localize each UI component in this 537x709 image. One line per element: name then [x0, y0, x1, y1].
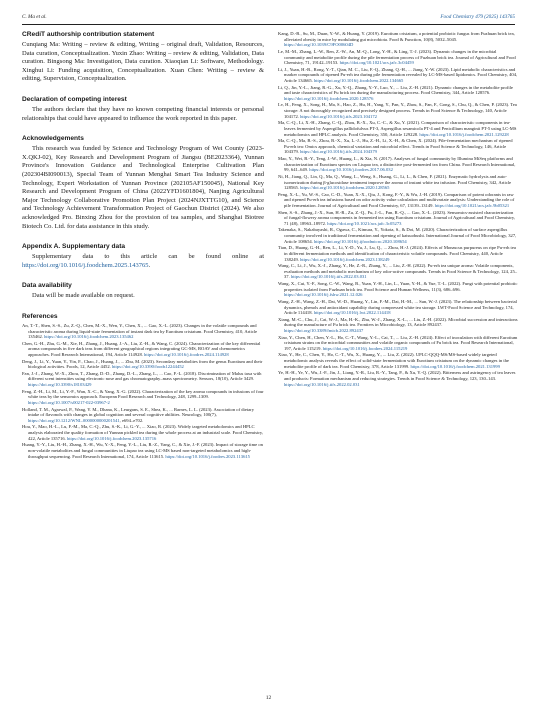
appendix-text [22, 253, 264, 270]
reference-item [278, 102, 518, 119]
reference-item [278, 138, 518, 155]
reference-text: Mao, Y., Wei, B.-Y., Teng, J.-W., Huang, L., & Xia, N. (2017). Analyses of fungal community by Illumina MiSeq platforms and characterization of Eurotium species on Liupao tea, a distinctive post-fermented tea from China. Food Research International, 99, 641–649. [278, 156, 516, 173]
reference-text: Deng, J., Li, Y., Yuan, Y., Yin, F., Chao, J., Huang, J., ... Zhu, M. (2023). Secondary metabolites from the genus Eurotium and their biological activities. Foods, 12, Article 4452. [22, 358, 263, 370]
acknowledgements-text: This research was funded by Science and Technology Program of Wei County (2023-X.QKJ-02), Key Research and Development Program of Jiangsu (BE2023364), Yunnan Province's Innovation Guidance and Technological Enterprise Cultivation Plan (202304BI090013), Special Team of Yunnan Menghai Smart Tea Industry Science and Technology, Expert Workstation of Yunnan Province (202105AF150045), National Key Research and Development Program of China (2022YFD1601804), Nanjing Agricultural Major Technology Collaborative Promotion Plan Project (2024NJXTTG10), and Science and Technology Achievement Transformation Project of Gaochun District (2024). We also acknowledged Pro. Binxing Zhou for the provision of tea samples, and Shanghai Biotree Biotech Co. Ltd. for data assistance in this study. [22, 145, 264, 230]
references-heading: References [22, 312, 58, 320]
reference-item [22, 371, 264, 388]
reference-doi-link[interactable]: https://doi.org/10.1016/j.foodres.2023.113615 [165, 453, 250, 459]
references-section [22, 313, 264, 459]
data-availability-section [22, 282, 264, 301]
reference-doi-link[interactable]: https://doi.org/10.1021/acs.jafc.3c04459 [339, 60, 414, 66]
reference-item [22, 389, 264, 406]
reference-item [278, 299, 518, 316]
reference-item [22, 341, 264, 358]
reference-text: Hou, Y., Mao, H.-L., Lu, F.-M., Ma, C.-Q., Zhu, S.-K., Li, G.-Y., ... Xiao, R. (2023). Widely targeted metabolomics and HPLC analysis elaborated the quality formation of Yunnan pickled tea during the whole process at an industrial scale. Food Chemistry, 422, Article 135716. [22, 424, 264, 441]
reference-doi-link[interactable]: https://doi.org/10.3390/foods12244452 [111, 364, 184, 370]
reference-text: Xiao, Y., He, C., Chen, Y., Ho, C.-T., Wu, X., Huang, Y., ... Liu, Z. (2022). UPLC-QQQ-MS/MS-based widely targeted metabolomic analysis reveals the effect of solid-state fermentation with Eurotium cristatum on the dynamic changes in the metabolite profile of dark tea. Food Chemistry, 378, Article 131999. [278, 352, 509, 369]
reference-text-end: , e694–e702. [119, 417, 144, 423]
reference-text: Le, M.-M., Zhang, L.-W., Ren, Z.-W., An, M.-Q., Long, Y.-H., & Ling, T.-J. (2023). Dynamic changes in the microbial community and metabolite profile during the pile fermentation process of Fuzhuan brick tea. Journal of Agricultural and Food Chemistry, 71, 19142–19153. [278, 48, 516, 66]
reference-text: Ni, H., Jiang, Q., Lin, Q., Ma, Q., Wang, L., Weng, S., Huang, G., Li, L., & Chen, F. (2021). Enzymatic hydrolysis and auto-isomerization during β-glucosidase treatment improve the aroma of instant white tea infusion. Food Chemistry, 342, Article 128565. [278, 173, 512, 191]
data-availability-heading: Data availability [22, 282, 72, 290]
reference-doi-link[interactable]: https://doi.org/10.1016/j.foodres.2017.06.032 [309, 167, 393, 173]
reference-doi-link[interactable]: https://doi.org/10.1016/j.fshw.2021.12.026 [284, 292, 363, 298]
reference-text: Ye, H.-H., Ye, Y., Wu, J.-F., Jin, J., Liang, Y.-R., Liu, R.-Y., Tang, P., & Xu, Y.-Q. (2022). Bitterness and astringency of tea leaves and products: Formation mechanism and reducing strategies. Trends in Food Science & Technology, 123, 130–143. [278, 370, 516, 381]
acknowledgements-section [22, 135, 264, 231]
header-journal-link[interactable]: Food Chemistry 479 (2025) 143765 [440, 14, 515, 20]
reference-doi-link[interactable]: https://doi.org/10.1016/j.tifs.2024.104379 [300, 149, 377, 155]
reference-item [278, 49, 518, 66]
appendix-section [22, 243, 264, 270]
reference-item [22, 407, 264, 424]
reference-text: Li, J., Yuan, H.-B., Rong, Y.-T., Qian, M. C., Liu, F.-Q., Zhang, Q.-H., ... Jiang, Y.-W. (2023). Lipid metabolic characteristics and marker compounds of ripened Pu-erh tea during pile fermentation revealed by LC-MS-based lipidomics. Food Chemistry, 404, Article 134665. [278, 66, 518, 84]
reference-item [278, 317, 518, 334]
right-column [278, 31, 518, 696]
reference-text: Holland, T. M., Agarwal, P., Wang, Y. M., Dhana, K., Leurgans, S. E., Shea, K., ... Barnes, L. L. (2023). Association of dietary intake of flavonols with changes in global cognition and several cognitive abilities. Neurology, 100(7), [22, 406, 255, 418]
reference-text: Fan, J.-J., Zhang, W.-X., Zhou, T., Zhang, D.-D., Zhang, D.-L., Zhang, L., ... Cao, F.-L. (2018). Discrimination of Malus taxa with different scent intensities using electronic nose and gas chromatography–mass spectrometry. Sensors, 18(10), Article 3429. [22, 370, 262, 382]
reference-item [278, 210, 518, 227]
reference-doi-link[interactable]: https://doi.org/10.1016/j.foodchem.2021.129228 [419, 131, 509, 137]
reference-item [278, 85, 518, 102]
reference-doi-link[interactable]: https://doi.org/10.1016/j.foodchem.2023.135716 [66, 435, 157, 441]
reference-text: Kang, D.-B., Su, M., Duan, Y.-W., & Huang, Y. (2019). Eurotium cristatum, a potential probiotic fungus from Fuzhuan brick tea, alleviated obesity in mice by modulating gut microbiota. Food & Function, 10(8), 5032–5045. [278, 31, 515, 42]
reference-doi-link[interactable]: https://doi.org/10.1016/j.foodchem.2022.134665 [313, 78, 404, 84]
reference-doi-link[interactable]: https://doi.org/10.1039/C9FO00604D [284, 42, 354, 48]
reference-item [22, 323, 264, 340]
credit-heading: CRediT authorship contribution statement [22, 31, 155, 38]
reference-doi-link[interactable]: https://doi.org/10.3389/fmicb.2022.892437 [284, 328, 364, 334]
reference-doi-link[interactable]: https://doi.org/10.1016/j.foodchem.2021.131999 [410, 363, 500, 369]
reference-item [278, 31, 518, 48]
competing-interest-text: The authors declare that they have no known competing financial interests or personal relationships that could have appeared to influence the work reported in this paper. [22, 105, 264, 122]
reference-item [278, 174, 518, 191]
reference-text: Wang, C., Li, J., Wu, X.-J., Zhang, Y., He, Z.-R., Zhang, Y., ... Liu, Z.-H. (2022). Pu-erh tea unique aroma: Volatile components, evaluation methods and metabolic mechanism of key odor-active compounds. Trends in Food Science & Technology, 124, 25–37. [278, 263, 518, 280]
reference-doi-link[interactable]: https://doi.org/10.1212/WNL.0000000000201541 [28, 417, 120, 423]
reference-text: Xiang, M.-C., Chu, J., Cai, W.-J., Ma, H.-K., Zhu, W.-J., Zhang, X.-L., ... Liu, Z.-H. (2022). Microbial succession and interactions during the manufacture of Fu brick tea. Frontiers in Microbiology, 13, Article 892437. [278, 316, 518, 328]
reference-text: Takenaka, S., Nakabayashi, R., Ogawa, C., Kimura, Y., Yokota, S., & Doi, M. (2020). Characterization of surface aspergillus community involved in traditional fermentation and ripening of katsuobushi. International Journal of Food Microbiology, 327, Article 108654. [278, 227, 517, 244]
reference-text: Lv, H., Feng, X., Song, H., Ma, S., Hao, Z., Hu, H., Yang, Y., Pan, Y., Zhou, S., Fan, F., Gong, S., Chu, Q., & Chen, P. (2023). Tea storage: A not thoroughly recognized and precisely designed process. Trends in Food Science & Technology, 140, Article 104172. [278, 102, 517, 119]
reference-item [278, 263, 518, 280]
reference-text: Chen, G.-H., Zhu, G.-M., Xie, H., Zhang, J., Huang, J.-A., Liu, Z.-H., & Wang, C. (2024). Characterization of the key differential aroma compounds in five dark teas from different geographical regions integrating GC-MS, ROAV and chemometrics approaches. Food Research International, 194, Article 114928. [22, 340, 261, 358]
reference-doi-link[interactable]: https://doi.org/10.1016/j.foodchem.2023.135462 [44, 334, 134, 340]
reference-text: Ma, C.-Q., Li, X.-H., Zhang, C.-Q., Zhou, B.-X., Xu, C.-C., & Xu, Y. (2021). Comparison of characteristic components in tea-leaves fermented by Aspergillus pallidofulvus PT-3, Aspergillus sesamicola PT-4 and Penicillium manginii PT-5 using LC-MS metabolomics and HPLC analysis. Food Chemistry, 350, Article 129228. [278, 120, 517, 137]
reference-item [278, 281, 518, 298]
reference-item [278, 370, 518, 387]
reference-doi-link[interactable]: https://doi.org/10.1016/j.foodres.2024.114928 [144, 352, 229, 358]
reference-text: Wang, Z.-H., Wang, Z.-H., Dai, W.-D., Huang, Y., Lin, F.-M., Dai, H.-M., ... Sun, W.-J. (2023). The relationship between bacterial dynamics, phenols and antioxidant capability during compressed white tea storage. LWT-Food Science and Technology, 174, Article 114418. [278, 298, 517, 316]
reference-doi-link[interactable]: https://doi.org/10.1016/j.tifs.2022.02.031 [284, 381, 360, 387]
reference-item [278, 335, 518, 352]
reference-text: Shen, S.-S., Zhang, J.-X., Sun, H.-R., Zu, Z.-Q., Fu, J.-L., Fan, R.-Q., ... Gao, X.-L. (2023). Sensomics-assisted characterization of fungal-flowery aroma components in fermented tea using Eurotium cristatum. Journal of Agricultural and Food Chemistry, 71 (48), 18963–18972. [278, 209, 515, 226]
reference-item [278, 67, 518, 84]
reference-doi-link[interactable]: https://doi.org/10.1016/j.foodchem.2023.138249 [300, 256, 390, 262]
reference-doi-link[interactable]: https://doi.org/10.1021/acs.jafc.3c05273 [327, 220, 402, 226]
reference-doi-link[interactable]: https://doi.org/10.1016/j.foodchem.2020.128576 [284, 95, 374, 101]
references-list-left [22, 323, 264, 459]
reference-doi-link[interactable]: https://doi.org/10.1007/s00217-022-03967-2 [28, 399, 110, 405]
reference-text: Tian, D., Huang, G.-H., Ren, L., Li, Y.-D., Yu, J., Lu, Q., ... Zhou, H.-J. (2024). Effects of Monascus purpureus on ripe Pu-erh tea in different fermentation methods and identification of characteristic volatile compounds. Food Chemistry, 440, Article 138249. [278, 245, 516, 262]
reference-doi-link[interactable]: https://doi.org/10.1021/acs.jafc.9b05321 [434, 203, 510, 209]
competing-interest-section [22, 96, 264, 123]
references-list-right [278, 31, 518, 387]
data-availability-text: Data will be made available on request. [32, 292, 135, 300]
reference-text: An, T.-T., Shen, S.-S., Zu, Z.-Q., Chen, M.-X., Wen, Y., Chen, X., ... Gao, X.-L. (2023). Changes in the volatile compounds and characteristic aroma during liquid-state fermentation of instant dark tea by Eurotium cristatum. Food Chemistry, 410, Article 135462. [22, 322, 258, 340]
credit-text: Cunqiang Ma: Writing – review & editing, Writing – original draft, Validation, Resources, Data curation, Conceptualization. Yuxin Zhao: Writing – review & editing, Validation, Data curation. Bingsong Ma: Investigation, Data curation. Xiaoqian Li: Software, Methodology. Xinghui Li: Funding acquisition, Conceptualization. Xuan Chen: Writing – review & editing, Supervision, Conceptualization. [22, 41, 264, 83]
reference-doi-link[interactable]: https://doi.org/10.1016/j.tifs.2022.03.031 [290, 274, 367, 280]
reference-text: Xiao, Y., Chen, H., Chen, Y.-L., Ho, C.-T., Wang, Y.-L., Cai, T., ... Liu, Z.-H. (2024). Effect of inoculation with different Eurotium cristatum strains on the microbial communities and volatile organic compounds of Fu brick tea. Food Research International, 197, Article 115219. [278, 334, 518, 351]
running-header [22, 14, 515, 24]
reference-item [278, 245, 518, 262]
reference-doi-link[interactable]: https://doi.org/10.1016/j.tifs.2023.104172 [300, 113, 377, 119]
reference-text: Ma, C.-Q., Ma, B.-S., Zhou, B.-X., Xu, L.-J., Hu, Z.-H., Li, X.-H., & Chen, X. (2024). Pile-fermentation mechanism of ripened Pu-erh tea: Omics approach, chemical variation and microbial effect. Trends in Food Science & Technology, 146, Article 104379. [278, 138, 513, 155]
supplementary-data-link[interactable]: https://doi.org/10.1016/j.foodchem.2025.143765 [22, 261, 149, 269]
reference-doi-link[interactable]: https://doi.org/10.1016/j.ijfoodmicro.2020.108654 [313, 238, 407, 244]
reference-item [278, 192, 518, 209]
left-column [22, 31, 264, 691]
reference-doi-link[interactable]: https://doi.org/10.1016/j.foodchem.2020.128565 [300, 185, 390, 191]
reference-item [22, 359, 264, 370]
header-authors: C. Ma et al. [22, 14, 47, 20]
reference-text: Feng, Z.-H., Li, M., Li, Y.-F., Wan, X.-C., & Yang, X.-G. (2022). Characterization of the key aroma compounds in infusions of four white teas by the sensomics approach. European Food Research and Technology, 248, 1299–1309. [22, 388, 264, 400]
reference-item [278, 120, 518, 137]
appendix-text-body: Supplementary data to this article can be found online at [32, 253, 264, 261]
reference-item [278, 227, 518, 244]
appendix-heading: Appendix A. Supplementary data [22, 243, 126, 251]
reference-doi-link[interactable]: https://doi.org/10.1016/j.foodres.2024.115219 [322, 345, 408, 351]
reference-item [22, 442, 264, 459]
reference-item [22, 424, 264, 441]
reference-text: Peng, X.-L., Yu, W.-S., Cao, C.-D., Yuan, X.-X., Qiu, J., Kong, F.-Y., & Wu, J.-H. (2019). Comparison of potent odorants in raw and ripened Pu-erh tea infusions based on odor activity value calculation and multivariate analysis: Understanding the role of pile fermentation. Journal of Agricultural and Food Chemistry, 67, 13139–13149. [278, 191, 515, 209]
page-number: 12 [265, 695, 272, 701]
reference-item [278, 352, 518, 369]
credit-section [22, 31, 264, 84]
reference-text: Li, Q., Jin, Y.-L., Jiang, R.-G., Xu, Y.-Q., Zhang, Y.-Y., Luo, Y., ... Liu, Z.-H. (2021). Dynamic changes in the metabolite profile and taste characteristics of Fu brick tea during the manufacturing process. Food Chemistry, 344, Article 128576. [278, 84, 513, 96]
reference-doi-link[interactable]: https://doi.org/10.3390/s18103429 [28, 382, 92, 388]
acknowledgements-heading: Acknowledgements [22, 135, 84, 143]
competing-interest-heading: Declaration of competing interest [22, 95, 127, 103]
reference-text: Wang, X., Cui, Y.-F., Song, C.-W., Wang, B., Yuan, Y.-H., Lin, L., Yuan, Y.-H., & Yue, T.-L. (2022). Fungi with potential probiotic properties isolated from Fuzhuan brick tea. Food Science and Human Wellness, 11(3), 686–696. [278, 281, 518, 292]
reference-item [278, 156, 518, 173]
header-rule [22, 24, 515, 25]
reference-text: Huang, Y.-Y., Liu, H.-H., Zhang, X.-H., Wu, Y.-X., Feng, Y.-L., Liu, R.-Z., Yang, C., & Xie, J.-F. (2023). Impact of storage time on non-volatile metabolites and fungal communities in Liupao tea using LC-MS based non-targeted metabolomics and high-throughput sequencing. Food Research International, 174, Article 113615. [22, 442, 263, 459]
appendix-text-end: . [148, 261, 151, 269]
reference-doi-link[interactable]: https://doi.org/10.1016/j.lwt.2022.114418 [313, 310, 391, 316]
